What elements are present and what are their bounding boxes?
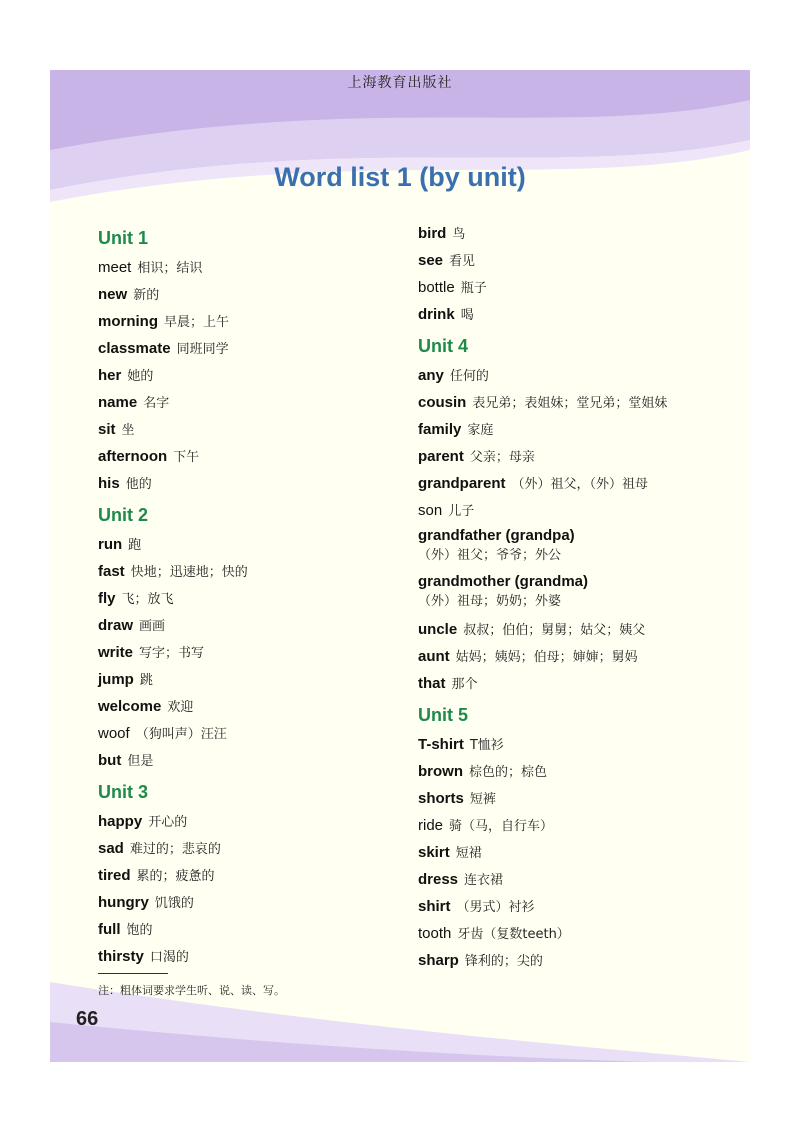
word-entry [98, 747, 398, 774]
chinese-meaning: （外）祖母；奶奶；外婆 [418, 594, 562, 609]
word-entry [98, 470, 398, 497]
chinese-meaning: 早晨；上午 [164, 315, 230, 330]
word-entry [98, 335, 398, 362]
chinese-meaning: 骑（马，自行车） [449, 819, 554, 834]
word-entry [98, 916, 398, 943]
english-word: parent [418, 448, 464, 465]
word-entry [98, 389, 398, 416]
word-entry [418, 920, 718, 947]
chinese-meaning: 儿子 [448, 504, 475, 519]
english-word: jump [98, 671, 134, 688]
english-word: son [418, 502, 443, 519]
chinese-meaning: 写字；书写 [139, 646, 205, 661]
chinese-meaning: 喝 [460, 308, 474, 323]
word-entry [418, 524, 718, 570]
chinese-meaning: 画画 [139, 619, 166, 634]
chinese-meaning: 但是 [127, 754, 154, 769]
english-word: shorts [418, 790, 464, 807]
english-word: new [98, 286, 128, 303]
chinese-meaning: 任何的 [449, 369, 489, 384]
chinese-meaning: 牙齿（复数teeth） [457, 927, 570, 942]
word-entry [418, 947, 718, 974]
word-entry [98, 585, 398, 612]
unit-heading: Unit 3 [98, 782, 149, 802]
word-entry [98, 254, 398, 281]
english-word: fast [98, 563, 125, 580]
word-entry [418, 570, 718, 616]
chinese-meaning: 下午 [173, 450, 200, 465]
english-word: bottle [418, 279, 455, 296]
english-word: bird [418, 225, 447, 242]
english-word: sad [98, 840, 124, 857]
word-entry [418, 220, 718, 247]
word-entry [98, 531, 398, 558]
english-word: uncle [418, 621, 458, 638]
chinese-meaning: 欢迎 [167, 700, 194, 715]
word-entry [418, 839, 718, 866]
chinese-meaning: （男式）衬衫 [456, 900, 535, 915]
chinese-meaning: 棕色的；棕色 [469, 765, 548, 780]
english-word: aunt [418, 648, 450, 665]
chinese-meaning: 父亲；母亲 [469, 450, 535, 465]
chinese-meaning: 鸟 [452, 227, 466, 242]
word-entry [98, 943, 398, 970]
chinese-meaning: 难过的；悲哀的 [129, 842, 221, 857]
word-entry [98, 720, 398, 747]
word-entry [98, 639, 398, 666]
word-entry [98, 308, 398, 335]
english-word: grandmother (grandma) [418, 573, 589, 590]
english-word: his [98, 475, 120, 492]
english-word: sit [98, 421, 116, 438]
word-entry [98, 808, 398, 835]
textbook-page [50, 70, 750, 1062]
footnote-divider [98, 973, 168, 974]
word-entry [98, 612, 398, 639]
english-word: classmate [98, 340, 171, 357]
english-word: her [98, 367, 122, 384]
english-word: meet [98, 259, 132, 276]
english-word: see [418, 252, 444, 269]
word-entry [418, 497, 718, 524]
word-entry [418, 416, 718, 443]
english-word: tooth [418, 925, 452, 942]
chinese-meaning: （狗叫声）汪汪 [135, 727, 227, 742]
word-entry [418, 301, 718, 328]
chinese-meaning: 连衣裙 [464, 873, 504, 888]
word-entry [418, 362, 718, 389]
publisher-name: 上海教育出版社 [347, 75, 453, 91]
chinese-meaning: 叔叔；伯伯；舅舅；姑父；姨父 [463, 623, 646, 638]
english-word: sharp [418, 952, 459, 969]
word-entry [418, 758, 718, 785]
chinese-meaning: 锋利的；尖的 [464, 954, 543, 969]
english-word: any [418, 367, 444, 384]
english-word: T-shirt [418, 736, 464, 753]
chinese-meaning: 相识；结识 [137, 261, 203, 276]
chinese-meaning: 瓶子 [460, 281, 487, 296]
chinese-meaning: 同班同学 [176, 342, 229, 357]
unit-heading: Unit 1 [98, 228, 149, 248]
english-word: hungry [98, 894, 149, 911]
english-word: run [98, 536, 123, 553]
word-entry [418, 616, 718, 643]
chinese-meaning: 看见 [449, 254, 476, 269]
chinese-meaning: 短裤 [469, 792, 496, 807]
chinese-meaning: 坐 [121, 423, 135, 438]
chinese-meaning: 开心的 [148, 815, 188, 830]
english-word: drink [418, 306, 455, 323]
word-entry [98, 416, 398, 443]
right-column [418, 220, 718, 974]
chinese-meaning: 跑 [128, 538, 142, 553]
english-word: afternoon [98, 448, 168, 465]
english-word: thirsty [98, 948, 144, 965]
word-entry [98, 862, 398, 889]
word-entry [418, 247, 718, 274]
english-word: draw [98, 617, 134, 634]
chinese-meaning: 他的 [125, 477, 152, 492]
page-number: 66 [76, 1008, 99, 1030]
chinese-meaning: 她的 [127, 369, 154, 384]
left-column [98, 220, 398, 970]
english-word: full [98, 921, 121, 938]
unit-heading: Unit 5 [418, 705, 469, 725]
word-entry [418, 670, 718, 697]
chinese-meaning: 口渴的 [149, 950, 189, 965]
chinese-meaning: 饥饿的 [154, 896, 194, 911]
word-entry [98, 281, 398, 308]
word-entry [418, 643, 718, 670]
word-entry [98, 693, 398, 720]
chinese-meaning: 新的 [133, 288, 160, 303]
english-word: tired [98, 867, 131, 884]
page-title: Word list 1 (by unit) [274, 162, 526, 192]
english-word: woof [98, 725, 130, 742]
english-word: name [98, 394, 138, 411]
chinese-meaning: 累的；疲惫的 [136, 869, 215, 884]
english-word: brown [418, 763, 463, 780]
chinese-meaning: 饱的 [126, 923, 153, 938]
chinese-meaning: 快地；迅速地；快的 [130, 565, 248, 580]
english-word: write [98, 644, 134, 661]
english-word: dress [418, 871, 459, 888]
english-word: grandparent [418, 475, 506, 492]
word-entry [98, 889, 398, 916]
chinese-meaning: 姑妈；姨妈；伯母；婶婶；舅妈 [455, 650, 638, 665]
word-entry [418, 389, 718, 416]
chinese-meaning: 家庭 [467, 423, 494, 438]
word-entry [418, 785, 718, 812]
word-entry [98, 558, 398, 585]
word-entry [98, 835, 398, 862]
chinese-meaning: T恤衫 [469, 738, 504, 753]
english-word: grandfather (grandpa) [418, 527, 575, 544]
chinese-meaning: 那个 [451, 677, 478, 692]
english-word: family [418, 421, 462, 438]
chinese-meaning: 短裙 [455, 846, 482, 861]
word-entry [418, 893, 718, 920]
english-word: fly [98, 590, 116, 607]
english-word: cousin [418, 394, 467, 411]
word-entry [418, 274, 718, 301]
chinese-meaning: 跳 [139, 673, 153, 688]
english-word: skirt [418, 844, 450, 861]
english-word: morning [98, 313, 158, 330]
chinese-meaning: 飞；放飞 [121, 592, 174, 607]
unit-heading: Unit 2 [98, 505, 149, 525]
chinese-meaning: 表兄弟；表姐妹；堂兄弟；堂姐妹 [472, 396, 668, 411]
english-word: happy [98, 813, 143, 830]
word-entry [98, 443, 398, 470]
word-entry [98, 362, 398, 389]
chinese-meaning: 名字 [143, 396, 170, 411]
unit-heading: Unit 4 [418, 336, 469, 356]
word-entry [418, 470, 718, 497]
top-swoosh-decoration [50, 70, 750, 240]
word-entry [418, 812, 718, 839]
word-entry [418, 731, 718, 758]
english-word: but [98, 752, 122, 769]
english-word: ride [418, 817, 444, 834]
chinese-meaning: （外）祖父，（外）祖母 [511, 477, 649, 492]
word-entry [98, 666, 398, 693]
word-entry [418, 443, 718, 470]
footnote: 注：粗体词要求学生听、说、读、写。 [98, 984, 285, 997]
chinese-meaning: （外）祖父；爷爷；外公 [418, 548, 562, 563]
english-word: that [418, 675, 446, 692]
word-entry [418, 866, 718, 893]
english-word: shirt [418, 898, 451, 915]
english-word: welcome [98, 698, 162, 715]
